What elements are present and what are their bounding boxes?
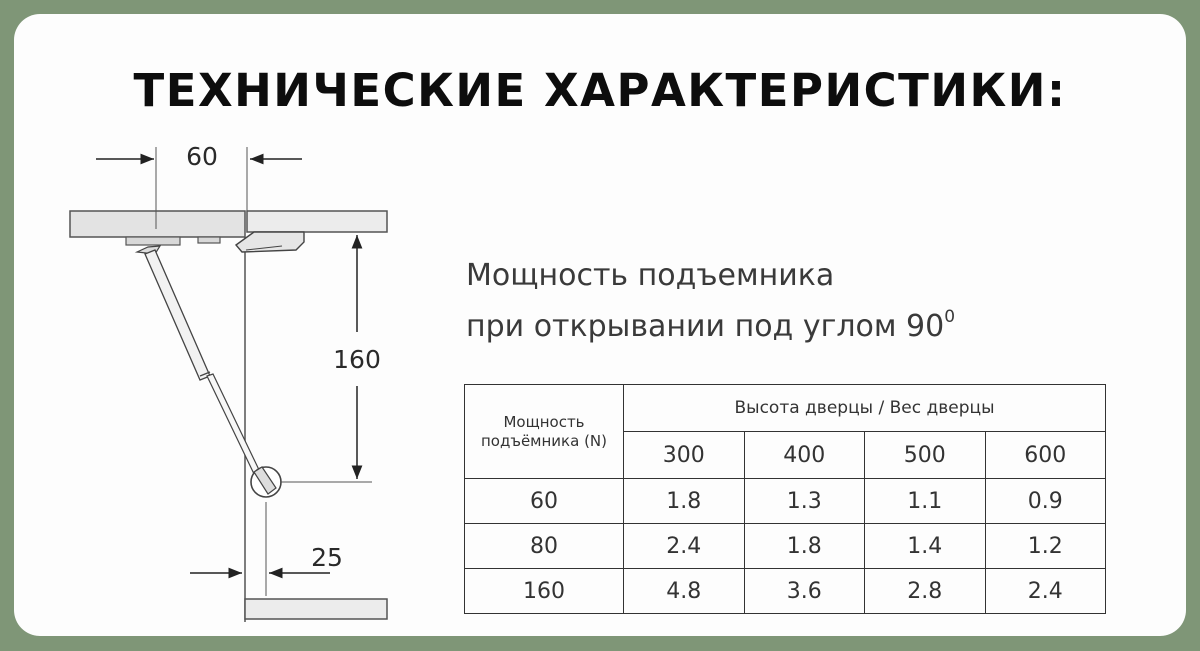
table-row [465, 524, 1106, 569]
value-cell: 1.8 [624, 479, 745, 524]
gas-strut-cylinder [145, 250, 210, 380]
lift-power-table [464, 384, 1106, 614]
value-cell: 0.9 [985, 479, 1106, 524]
dim-25-label: 25 [311, 543, 343, 572]
top-mount-bracket [126, 237, 180, 245]
value-cell: 1.3 [744, 479, 865, 524]
dim-60-label: 60 [186, 142, 218, 171]
value-cell: 2.8 [865, 569, 986, 614]
row-power-cell: 60 [465, 479, 624, 524]
table-row [465, 479, 1106, 524]
lift-mechanism-diagram [14, 14, 454, 636]
value-cell: 4.8 [624, 569, 745, 614]
table-row [465, 569, 1106, 614]
column-header: 400 [744, 432, 865, 479]
row-power-cell: 160 [465, 569, 624, 614]
column-header: 600 [985, 432, 1106, 479]
value-cell: 2.4 [985, 569, 1106, 614]
door-top-panel [247, 211, 387, 232]
degree-superscript: 0 [944, 307, 956, 327]
value-cell: 1.8 [744, 524, 865, 569]
dim-160-label: 160 [333, 345, 381, 374]
lift-power-subtitle [466, 254, 955, 349]
column-header: 500 [865, 432, 986, 479]
subtitle-line-2-text: при открывании под углом 90 [466, 309, 945, 344]
value-cell: 1.1 [865, 479, 986, 524]
power-header: Мощность подъёмника (N) [465, 385, 624, 479]
row-power-cell: 80 [465, 524, 624, 569]
gas-strut-rod [207, 374, 261, 476]
value-cell: 3.6 [744, 569, 865, 614]
content-card [14, 14, 1186, 636]
value-cell: 1.4 [865, 524, 986, 569]
page-title: ТЕХНИЧЕСКИЕ ХАРАКТЕРИСТИКИ: [133, 64, 1067, 117]
door-hinge-bracket [236, 232, 304, 252]
cabinet-top-panel [70, 211, 245, 237]
door-size-header: Высота дверцы / Вес дверцы [624, 385, 1106, 432]
hinge-cap [198, 237, 220, 243]
value-cell: 2.4 [624, 524, 745, 569]
column-header: 300 [624, 432, 745, 479]
subtitle-line-2 [466, 298, 955, 349]
value-cell: 1.2 [985, 524, 1106, 569]
cabinet-bottom-panel [245, 599, 387, 619]
subtitle-line-1: Мощность подъемника [466, 258, 835, 293]
